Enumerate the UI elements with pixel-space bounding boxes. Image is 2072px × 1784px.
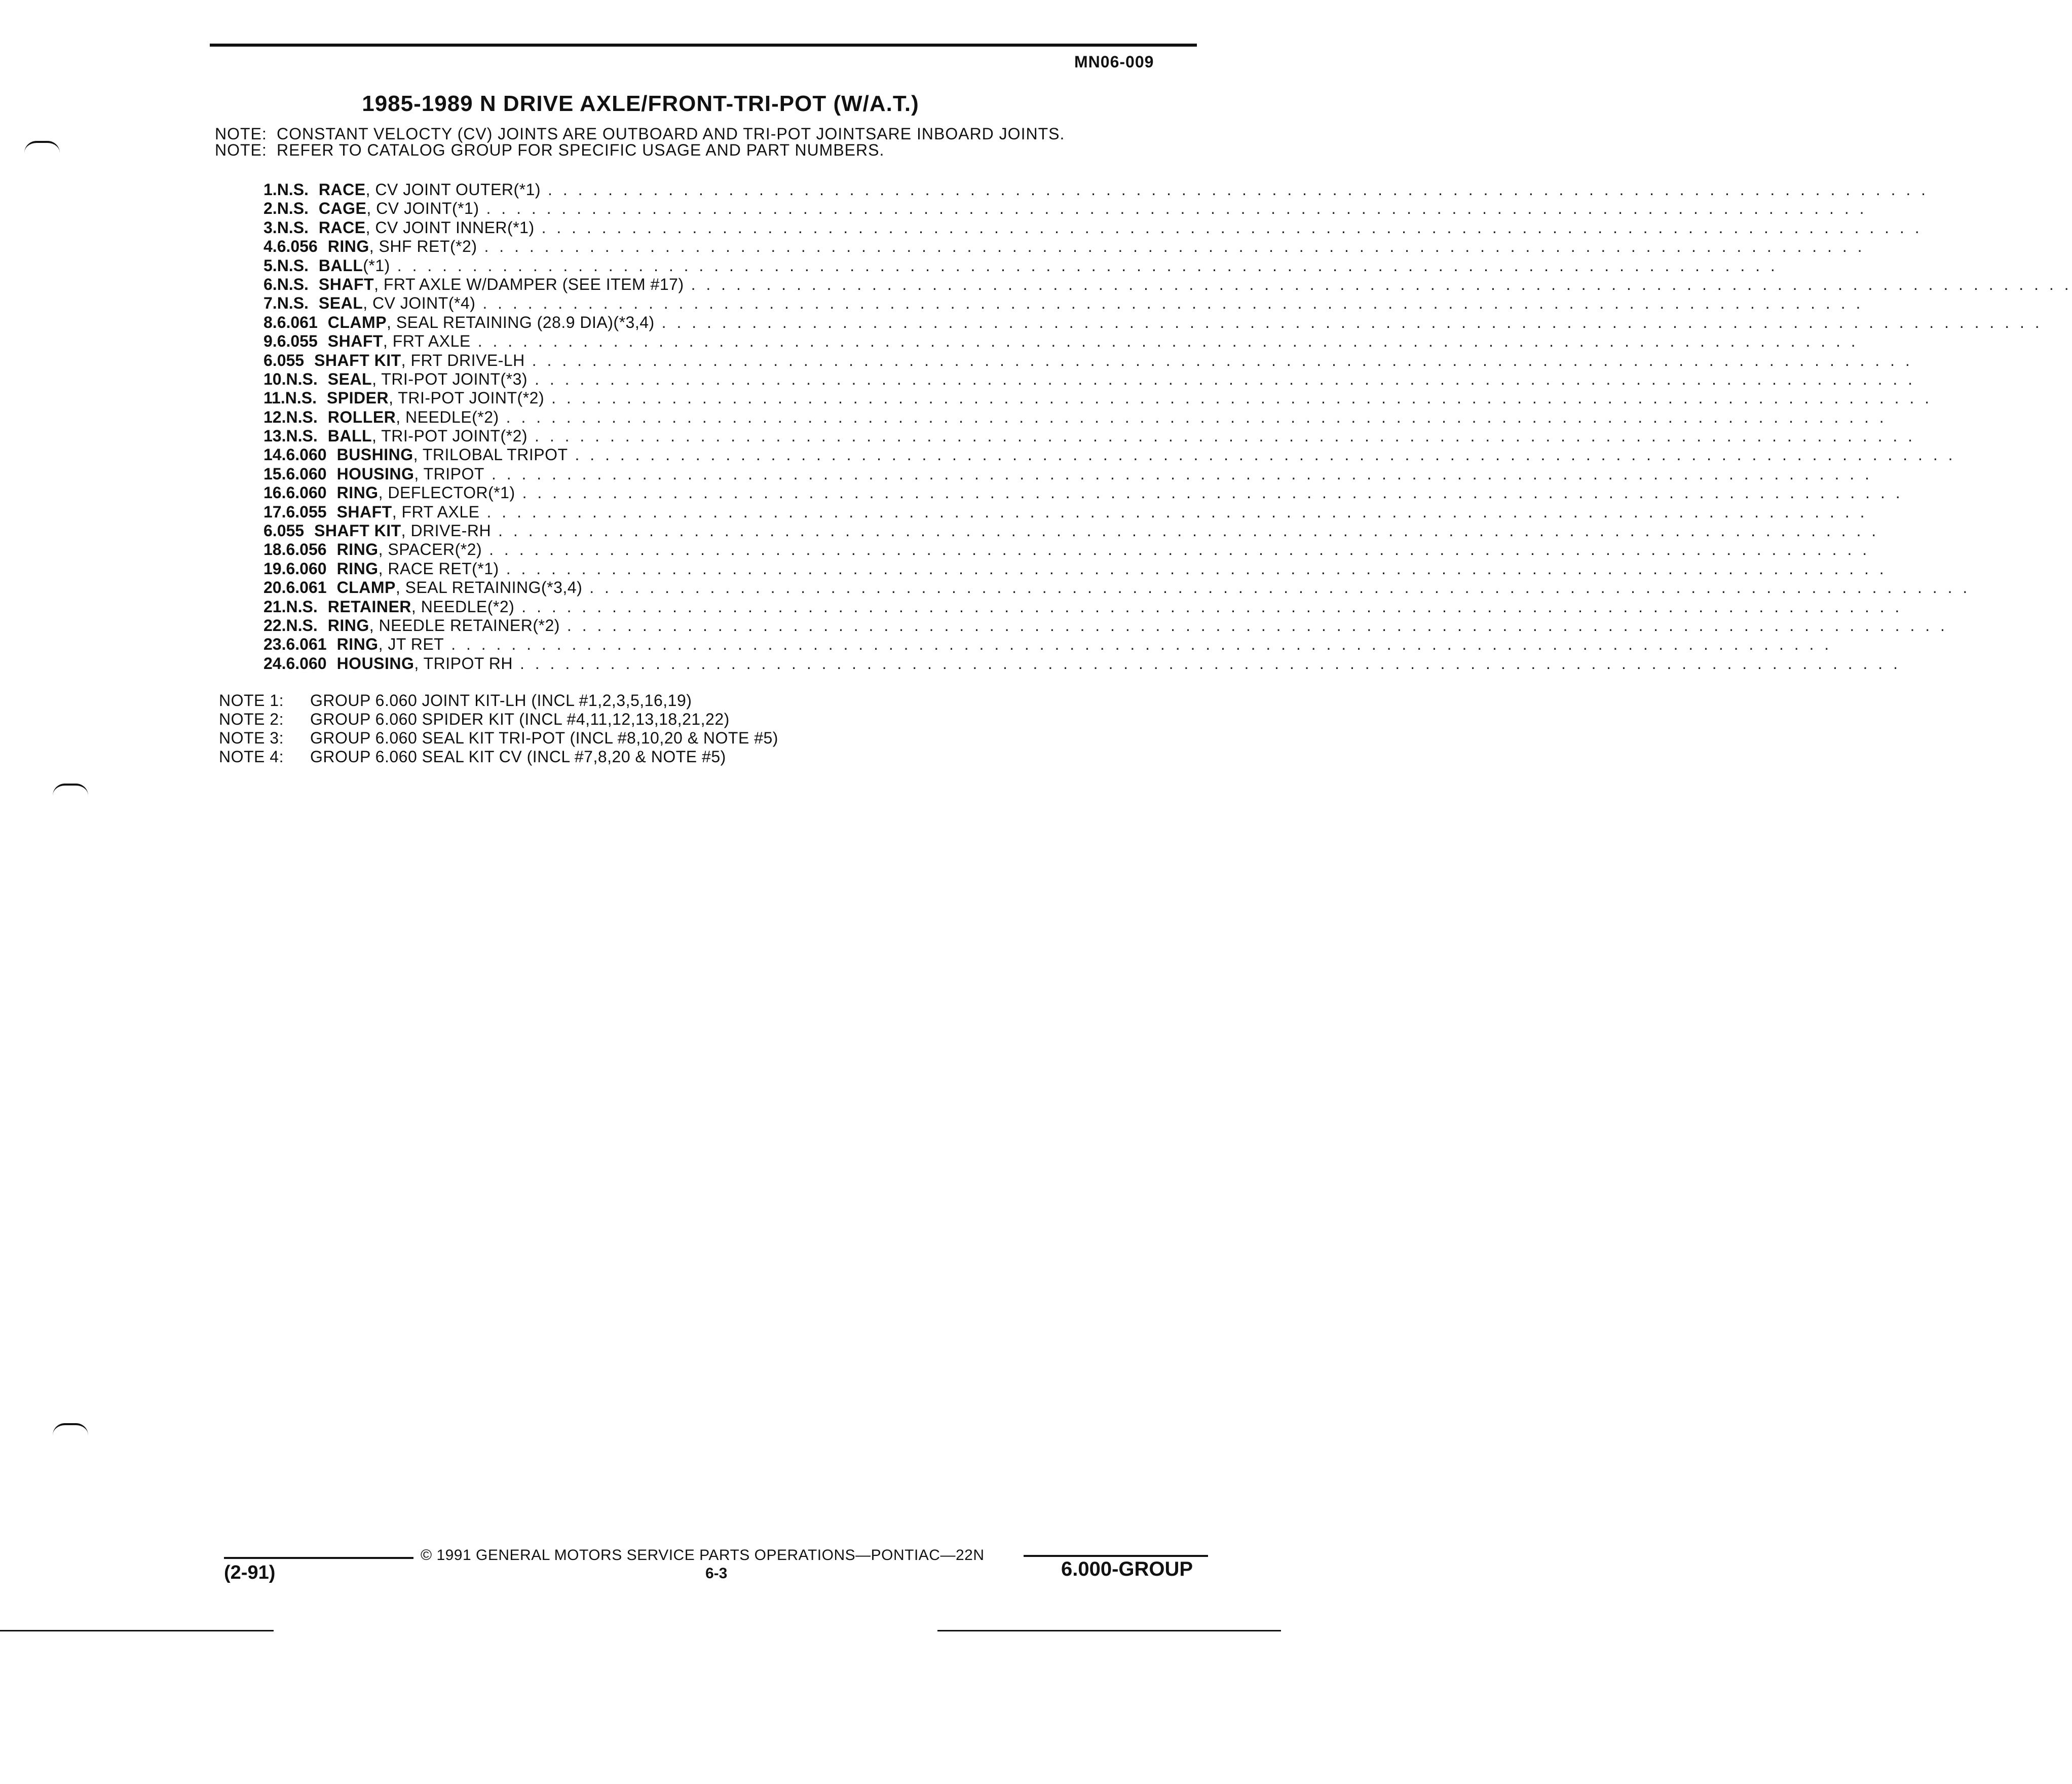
part-description [327, 540, 1870, 559]
part-description [318, 427, 1915, 445]
part-name: RING [336, 559, 379, 578]
part-description [327, 654, 1901, 673]
part-detail: , FRT AXLE W/DAMPER (SEE ITEM #17) [374, 275, 684, 293]
part-detail: , CV JOINT(*4) [363, 294, 476, 313]
group-number: N.S. [286, 427, 318, 445]
top-rule [210, 44, 1197, 47]
part-detail: , TRIPOT [414, 464, 484, 483]
item-number: 16. [263, 484, 286, 502]
group-number: 6.060 [286, 445, 327, 464]
group-number: N.S. [286, 407, 318, 426]
part-row [263, 540, 1870, 559]
dot-leader: . . . . . . . . . . . . . . . . . . . . . . . . . . . . . . . . . . . . . . . . . . . . . . . . . . . . . . . . . . . . . . . . . . . . . . . . . . . . . . . . . . . . . . . . . . . . [491, 464, 1872, 483]
part-description [327, 484, 1903, 502]
item-number: 15. [263, 464, 286, 483]
item-number: 6. [263, 275, 277, 293]
group-number: 6.061 [277, 313, 318, 331]
note-label: NOTE: [215, 125, 267, 143]
item-number: 19. [263, 559, 286, 578]
item-number: 1. [263, 180, 277, 199]
note-text: CONSTANT VELOCTY (CV) JOINTS ARE OUTBOARD AND TRI-POT JOINTSARE INBOARD JOINTS. [277, 125, 1065, 143]
part-description [318, 370, 1915, 389]
part-name: RING [327, 616, 369, 635]
dot-leader: . . . . . . . . . . . . . . . . . . . . . . . . . . . . . . . . . . . . . . . . . . . . . . . . . . . . . . . . . . . . . . . . . . . . . . . . . . . . . . . . . . . . . . . . . . . . [567, 616, 1948, 635]
item-number: 7. [263, 294, 277, 313]
item-number: 17. [263, 502, 286, 521]
part-description [309, 275, 2072, 294]
part-name: ROLLER [327, 407, 396, 426]
part-row [263, 445, 1956, 464]
group-number: 6.061 [286, 635, 327, 654]
dot-leader: . . . . . . . . . . . . . . . . . . . . . . . . . . . . . . . . . . . . . . . . . . . . . . . . . . . . . . . . . . . . . . . . . . . . . . . . . . . . . . . . . . . . . . . . . . . . [482, 294, 1864, 313]
part-row [263, 407, 1887, 427]
footnote-label: NOTE 2: [219, 710, 284, 728]
group-number: 6.055 [277, 332, 318, 351]
part-detail: , SHF RET(*2) [369, 237, 477, 256]
part-row [263, 389, 1933, 407]
part-name: SHAFT KIT [314, 351, 401, 369]
dot-leader: . . . . . . . . . . . . . . . . . . . . . . . . . . . . . . . . . . . . . . . . . . . . . . . . . . . . . . . . . . . . . . . . . . . . . . . . . . . . . . . . . . . . . . . . . . . . [532, 351, 1913, 369]
bottom-rule-right [937, 1630, 1281, 1631]
group-number: 6.055 [286, 502, 327, 521]
item-number: 3. [263, 218, 277, 237]
part-description [318, 598, 1903, 616]
part-detail: , TRI-POT JOINT(*3) [372, 369, 528, 388]
part-detail: , NEEDLE(*2) [396, 407, 499, 426]
part-description [318, 616, 1948, 635]
part-detail: , NEEDLE RETAINER(*2) [369, 616, 560, 635]
part-description [318, 408, 1887, 427]
dot-leader: . . . . . . . . . . . . . . . . . . . . . . . . . . . . . . . . . . . . . . . . . . . . . . . . . . . . . . . . . . . . . . . . . . . . . . . . . . . . . . . . . . . . . . . . . . . . [498, 522, 1879, 540]
part-name: BUSHING [336, 445, 413, 464]
note-line [215, 141, 884, 160]
page-title: 1985-1989 N DRIVE AXLE/FRONT-TRI-POT (W/A.T.) [362, 91, 919, 116]
footnotes [219, 691, 778, 766]
footnote [219, 729, 778, 748]
item-number: 8. [263, 313, 277, 331]
part-name: CLAMP [327, 313, 387, 331]
part-description [318, 237, 1865, 256]
part-row [263, 654, 1901, 673]
dot-leader: . . . . . . . . . . . . . . . . . . . . . . . . . . . . . . . . . . . . . . . . . . . . . . . . . . . . . . . . . . . . . . . . . . . . . . . . . . . . . . . . . . . . . . . . . . . . [519, 654, 1901, 673]
part-row [263, 559, 1887, 578]
note-text: REFER TO CATALOG GROUP FOR SPECIFIC USAGE AND PART NUMBERS. [277, 141, 885, 159]
part-row [263, 351, 1913, 370]
item-number: 14. [263, 445, 286, 464]
part-name: SPIDER [326, 389, 389, 407]
part-description [309, 256, 1778, 275]
dot-leader: . . . . . . . . . . . . . . . . . . . . . . . . . . . . . . . . . . . . . . . . . . . . . . . . . . . . . . . . . . . . . . . . . . . . . . . . . . . . . . . . . . . . . . . . . . . . [589, 578, 1971, 597]
part-row [263, 256, 1778, 275]
part-detail: , SEAL RETAINING (28.9 DIA)(*3,4) [387, 313, 655, 331]
part-name: BALL [318, 256, 363, 275]
dot-leader: . . . . . . . . . . . . . . . . . . . . . . . . . . . . . . . . . . . . . . . . . . . . . . . . . . . . . . . . . . . . . . . . . . . . . . . . . . . . . . . . . . . . . . . . . . . . [506, 559, 1887, 578]
item-number: 5. [263, 256, 277, 275]
part-description [309, 218, 1923, 237]
item-number: 11. [263, 389, 285, 407]
part-row [263, 597, 1903, 616]
part-row [263, 635, 1832, 654]
part-name: RING [336, 484, 379, 502]
part-row [263, 199, 1867, 218]
footer-rule-left [224, 1557, 413, 1559]
part-row [263, 180, 1929, 199]
dot-leader: . . . . . . . . . . . . . . . . . . . . . . . . . . . . . . . . . . . . . . . . . . . . . . . . . . . . . . . . . . . . . . . . . . . . . . . . . . . . . . . . . . . . . . . . . . . . [661, 313, 2043, 331]
part-description [309, 294, 1863, 313]
part-description [327, 635, 1832, 654]
part-description [327, 578, 1971, 597]
item-number: 13. [263, 427, 286, 445]
part-name: SEAL [327, 369, 372, 388]
footer-group: 6.000-GROUP [1061, 1558, 1193, 1580]
part-row [263, 427, 1916, 445]
group-number: N.S. [286, 616, 318, 635]
part-detail: , JT RET [378, 635, 444, 654]
part-row [263, 313, 2043, 332]
part-detail: , TRI-POT JOINT(*2) [389, 389, 545, 407]
part-detail: , CV JOINT OUTER(*1) [365, 180, 541, 199]
part-detail: , TRIPOT RH [414, 654, 513, 673]
part-name: SHAFT KIT [314, 522, 401, 540]
part-name: SHAFT [318, 275, 374, 293]
part-name: RETAINER [327, 597, 411, 616]
dot-leader: . . . . . . . . . . . . . . . . . . . . . . . . . . . . . . . . . . . . . . . . . . . . . . . . . . . . . . . . . . . . . . . . . . . . . . . . . . . . . . . . . . . . . . . . . . . . [551, 389, 1933, 407]
dot-leader: . . . . . . . . . . . . . . . . . . . . . . . . . . . . . . . . . . . . . . . . . . . . . . . . . . . . . . . . . . . . . . . . . . . . . . . . . . . . . . . . . . . . . . . . . . . . [477, 332, 1859, 351]
footnote-text: GROUP 6.060 JOINT KIT-LH (INCL #1,2,3,5,16,19) [310, 691, 692, 710]
dot-leader: . . . . . . . . . . . . . . . . . . . . . . . . . . . . . . . . . . . . . . . . . . . . . . . . . . . . . . . . . . . . . . . . . . . . . . . . . . . . . . . . . . . . . . . . . . . . [535, 427, 1916, 445]
part-detail: , TRI-POT JOINT(*2) [372, 427, 528, 445]
part-name: SEAL [318, 294, 363, 313]
footnote-text: GROUP 6.060 SEAL KIT TRI-POT (INCL #8,10,20 & NOTE #5) [310, 729, 778, 747]
bottom-rule [0, 1630, 274, 1631]
part-detail: , DRIVE-RH [401, 522, 492, 540]
part-name: SHAFT [327, 332, 383, 351]
part-description [318, 332, 1859, 351]
part-name: RING [336, 635, 379, 654]
item-number: 18. [263, 540, 286, 559]
footnote-text: GROUP 6.060 SEAL KIT CV (INCL #7,8,20 & NOTE #5) [310, 748, 726, 766]
part-description [318, 313, 2043, 332]
part-name: RING [327, 237, 369, 256]
part-name: RACE [318, 218, 366, 237]
binder-hole-mark [53, 784, 88, 796]
dot-leader: . . . . . . . . . . . . . . . . . . . . . . . . . . . . . . . . . . . . . . . . . . . . . . . . . . . . . . . . . . . . . . . . . . . . . . . . . . . . . . . . . . . . . . . . . . . . [535, 369, 1916, 388]
part-detail: , FRT DRIVE-LH [401, 351, 525, 369]
part-detail: , SEAL RETAINING(*3,4) [395, 578, 583, 597]
item-number: 2. [263, 199, 277, 218]
group-number: N.S. [285, 389, 317, 407]
group-number: 6.055 [263, 522, 305, 540]
part-description [309, 180, 1929, 199]
part-detail: , CV JOINT INNER(*1) [365, 218, 535, 237]
item-number: 24. [263, 654, 286, 673]
part-detail: , RACE RET(*1) [378, 559, 499, 578]
footer-date: (2-91) [224, 1562, 276, 1583]
group-number: 6.060 [286, 559, 327, 578]
part-name: CAGE [318, 199, 367, 218]
dot-leader: . . . . . . . . . . . . . . . . . . . . . . . . . . . . . . . . . . . . . . . . . . . . . . . . . . . . . . . . . . . . . . . . . . . . . . . . . . . . . . . . . . . . . . . . . . . . [486, 502, 1868, 521]
part-detail: , NEEDLE(*2) [411, 597, 515, 616]
group-number: 6.060 [286, 464, 327, 483]
part-name: SHAFT [336, 502, 392, 521]
part-name: HOUSING [336, 464, 415, 483]
item-number: 12. [263, 407, 286, 426]
part-row [263, 502, 1868, 522]
item-number: 21. [263, 597, 286, 616]
part-name: CLAMP [336, 578, 396, 597]
part-row [263, 275, 2072, 294]
part-name: BALL [327, 427, 372, 445]
footnote-label: NOTE 3: [219, 729, 284, 747]
footnote [219, 748, 778, 766]
dot-leader: . . . . . . . . . . . . . . . . . . . . . . . . . . . . . . . . . . . . . . . . . . . . . . . . . . . . . . . . . . . . . . . . . . . . . . . . . . . . . . . . . . . . . . . . . . . . [486, 199, 1867, 218]
part-row [263, 369, 1916, 389]
item-number: 9. [263, 332, 277, 351]
part-description [304, 522, 1879, 540]
part-row [263, 484, 1903, 502]
group-number: N.S. [286, 597, 318, 616]
group-number: N.S. [277, 199, 309, 218]
footer-rule-right [1024, 1555, 1208, 1557]
note-label: NOTE: [215, 141, 267, 159]
dot-leader: . . . . . . . . . . . . . . . . . . . . . . . . . . . . . . . . . . . . . . . . . . . . . . . . . . . . . . . . . . . . . . . . . . . . . . . . . . . . . . . . . . . . . . . . . . . . [506, 407, 1887, 426]
group-number: N.S. [277, 180, 309, 199]
part-description [327, 560, 1887, 578]
footnote [219, 691, 778, 710]
part-row [263, 294, 1864, 313]
part-row [263, 578, 1971, 597]
part-name: RACE [318, 180, 366, 199]
part-detail: , CV JOINT(*1) [366, 199, 479, 218]
part-detail: , TRILOBAL TRIPOT [413, 445, 568, 464]
item-number: 22. [263, 616, 286, 635]
group-number: N.S. [286, 369, 318, 388]
part-row [263, 218, 1923, 237]
dot-leader: . . . . . . . . . . . . . . . . . . . . . . . . . . . . . . . . . . . . . . . . . . . . . . . . . . . . . . . . . . . . . . . . . . . . . . . . . . . . . . . . . . . . . . . . . . . . [691, 275, 2072, 293]
parts-list [263, 180, 2072, 673]
part-row [263, 237, 1865, 256]
part-description [327, 445, 1956, 464]
item-number: 20. [263, 578, 286, 597]
part-row [263, 464, 1872, 484]
part-description [304, 351, 1913, 370]
part-row [263, 332, 1859, 351]
binder-hole-mark [24, 141, 60, 153]
dot-leader: . . . . . . . . . . . . . . . . . . . . . . . . . . . . . . . . . . . . . . . . . . . . . . . . . . . . . . . . . . . . . . . . . . . . . . . . . . . . . . . . . . . . . . . . . . . . [451, 635, 1832, 654]
group-number: 6.056 [286, 540, 327, 559]
part-description [327, 503, 1868, 522]
item-number: 23. [263, 635, 286, 654]
group-number: N.S. [277, 294, 309, 313]
dot-leader: . . . . . . . . . . . . . . . . . . . . . . . . . . . . . . . . . . . . . . . . . . . . . . . . . . . . . . . . . . . . . . . . . . . . . . . . . . . . . . . . . . . . . . . . . . . . [575, 445, 1956, 464]
part-name: HOUSING [336, 654, 415, 673]
footnote [219, 710, 778, 729]
group-number: 6.056 [277, 237, 318, 256]
dot-leader: . . . . . . . . . . . . . . . . . . . . . . . . . . . . . . . . . . . . . . . . . . . . . . . . . . . . . . . . . . . . . . . . . . . . . . . . . . . . . . . . . . . . . . . . . . . . [489, 540, 1870, 559]
page-number: 6-3 [705, 1565, 728, 1582]
dot-leader: . . . . . . . . . . . . . . . . . . . . . . . . . . . . . . . . . . . . . . . . . . . . . . . . . . . . . . . . . . . . . . . . . . . . . . . . . . . . . . . . . . . . . . . . . . . . [522, 484, 1903, 502]
group-number: N.S. [277, 275, 309, 293]
group-number: 6.060 [286, 654, 327, 673]
item-number: 4. [263, 237, 277, 256]
part-description [327, 465, 1872, 484]
group-number: 6.061 [286, 578, 327, 597]
footer-copyright: © 1991 GENERAL MOTORS SERVICE PARTS OPERATIONS—PONTIAC—22N [421, 1547, 985, 1564]
footnote-text: GROUP 6.060 SPIDER KIT (INCL #4,11,12,13,18,21,22) [310, 710, 730, 728]
dot-leader: . . . . . . . . . . . . . . . . . . . . . . . . . . . . . . . . . . . . . . . . . . . . . . . . . . . . . . . . . . . . . . . . . . . . . . . . . . . . . . . . . . . . . . . . . . . . [484, 237, 1865, 256]
group-number: N.S. [277, 218, 309, 237]
part-description [317, 389, 1932, 407]
part-detail: , FRT AXLE [392, 502, 480, 521]
group-number: 6.060 [286, 484, 327, 502]
binder-hole-mark [53, 1423, 88, 1435]
dot-leader: . . . . . . . . . . . . . . . . . . . . . . . . . . . . . . . . . . . . . . . . . . . . . . . . . . . . . . . . . . . . . . . . . . . . . . . . . . . . . . . . . . . . . . . . . . . . [541, 218, 1923, 237]
item-number: 10. [263, 369, 286, 388]
dot-leader: . . . . . . . . . . . . . . . . . . . . . . . . . . . . . . . . . . . . . . . . . . . . . . . . . . . . . . . . . . . . . . . . . . . . . . . . . . . . . . . . . . . . . . . . . . . . [548, 180, 1929, 199]
part-detail: , DEFLECTOR(*1) [378, 484, 515, 502]
part-row [263, 616, 1948, 635]
footnote-label: NOTE 4: [219, 748, 284, 766]
part-detail: , SPACER(*2) [378, 540, 482, 559]
group-number: 6.055 [263, 351, 305, 369]
part-detail: , FRT AXLE [383, 332, 471, 351]
footnote-label: NOTE 1: [219, 691, 284, 710]
part-row [263, 522, 1879, 540]
document-id: MN06-009 [1074, 53, 1154, 71]
dot-leader: . . . . . . . . . . . . . . . . . . . . . . . . . . . . . . . . . . . . . . . . . . . . . . . . . . . . . . . . . . . . . . . . . . . . . . . . . . . . . . . . . . . . . . . . . . . . [521, 597, 1903, 616]
dot-leader: . . . . . . . . . . . . . . . . . . . . . . . . . . . . . . . . . . . . . . . . . . . . . . . . . . . . . . . . . . . . . . . . . . . . . . . . . . . . . . . . . . . . . . . . . . . . [397, 256, 1778, 275]
group-number: N.S. [277, 256, 309, 275]
part-description [309, 199, 1867, 218]
part-name: RING [336, 540, 379, 559]
part-detail: (*1) [363, 256, 390, 275]
